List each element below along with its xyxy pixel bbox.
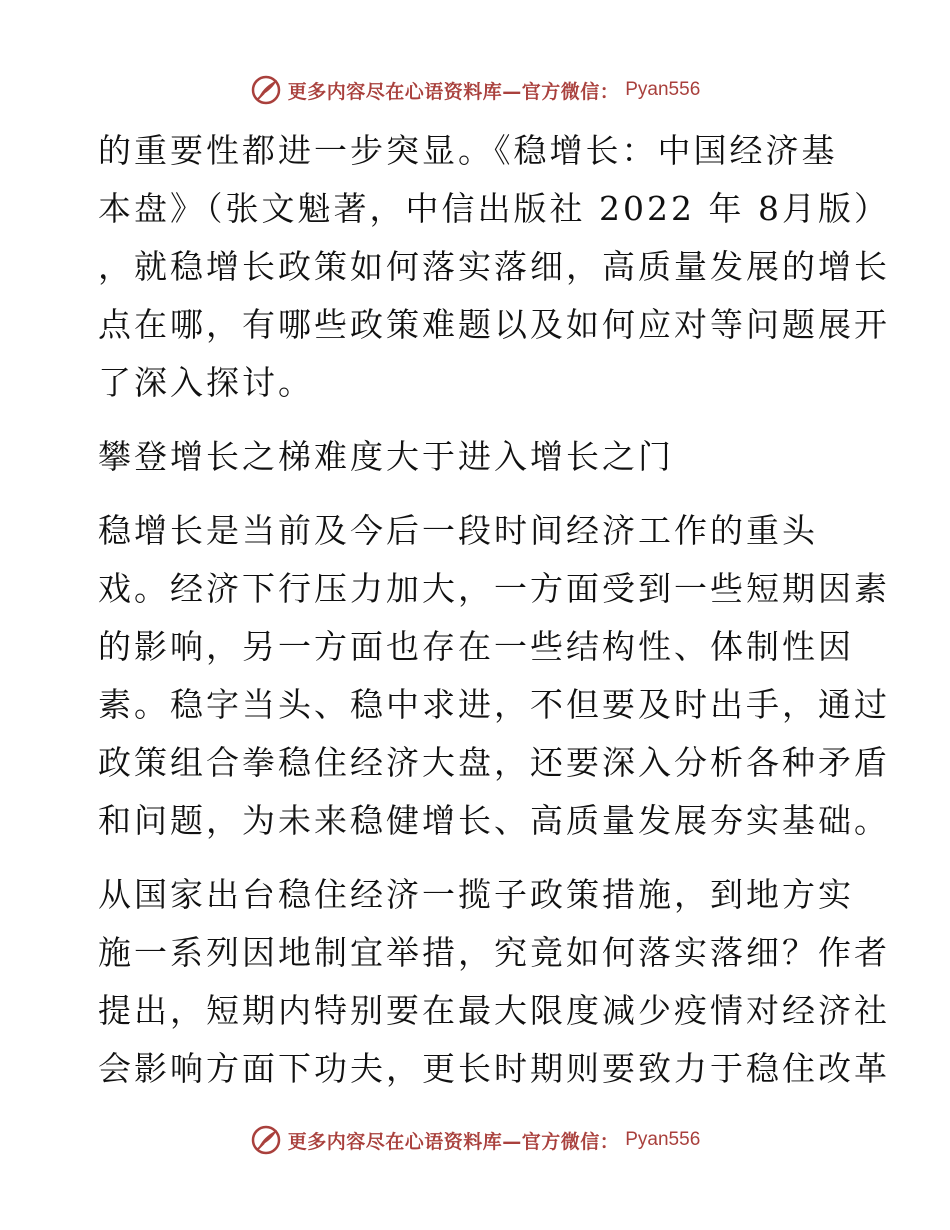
header-wechat-id: Pyan556 [625, 79, 701, 100]
quill-logo-icon [250, 74, 282, 106]
header-banner-text: 更多内容尽在心语资料库—官方微信： [287, 80, 620, 103]
text-line: 的重要性都进一步突显。《稳增长：中国经济基 [98, 131, 838, 170]
text-line: 了深入探讨。 [98, 363, 314, 402]
footer-wechat-id: Pyan556 [625, 1129, 701, 1150]
text-line: 的影响，另一方面也存在一些结构性、体制性因 [98, 627, 854, 666]
text-line: 点在哪，有哪些政策难题以及如何应对等问题展开 [98, 305, 890, 344]
header-watermark-banner [0, 72, 950, 108]
text-line: 和问题，为未来稳健增长、高质量发展夯实基础。 [98, 801, 890, 840]
text-line: 素。稳字当头、稳中求进，不但要及时出手，通过 [98, 685, 890, 724]
heading-line: 攀登增长之梯难度大于进入增长之门 [98, 437, 674, 476]
quill-logo-icon [250, 1124, 282, 1156]
text-line: 本盘》（张文魁著，中信出版社 2022 年 8月版） [98, 189, 890, 228]
text-line: 提出，短期内特别要在最大限度减少疫情对经济社 [98, 991, 890, 1030]
document-body [98, 122, 890, 1098]
section-heading [98, 428, 858, 486]
text-line: 从国家出台稳住经济一揽子政策措施，到地方实 [98, 875, 854, 914]
paragraph [98, 502, 890, 850]
text-line: 政策组合拳稳住经济大盘，还要深入分析各种矛盾 [98, 743, 890, 782]
paragraph [98, 866, 890, 1098]
text-line: 稳增长是当前及今后一段时间经济工作的重头 [98, 511, 818, 550]
text-line: 戏。经济下行压力加大，一方面受到一些短期因素 [98, 569, 890, 608]
text-line: ，就稳增长政策如何落实落细，高质量发展的增长 [98, 247, 890, 286]
text-line: 会影响方面下功夫，更长时期则要致力于稳住改革 [98, 1049, 890, 1088]
paragraph [98, 122, 890, 412]
footer-banner-text: 更多内容尽在心语资料库—官方微信： [287, 1130, 620, 1153]
footer-watermark-banner [0, 1122, 950, 1158]
text-line: 施一系列因地制宜举措，究竟如何落实落细？作者 [98, 933, 890, 972]
